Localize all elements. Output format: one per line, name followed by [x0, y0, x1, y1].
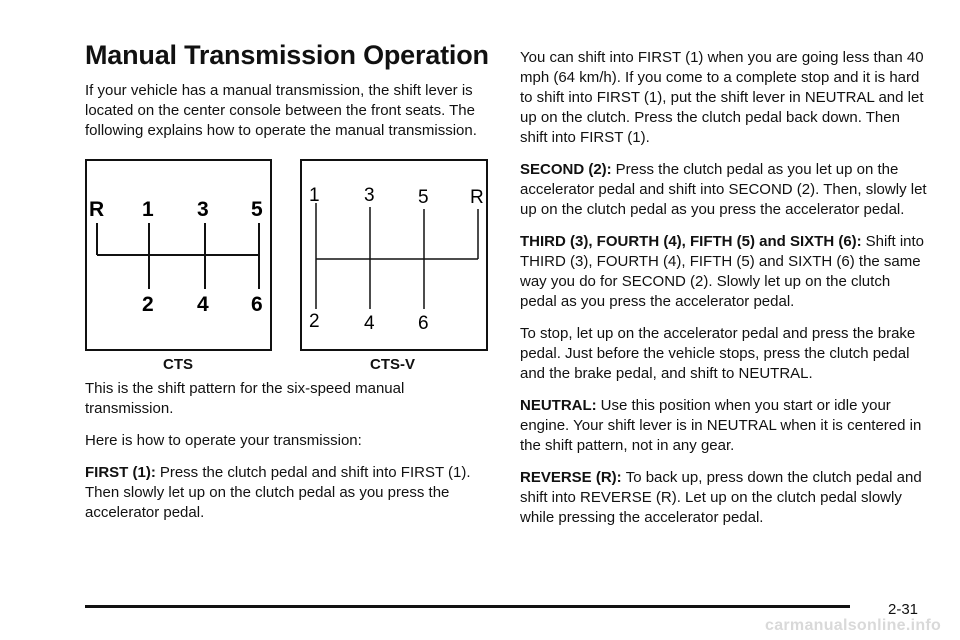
higher-gears-label: THIRD (3), FOURTH (4), FIFTH (5) and SIXTH (6): [520, 233, 862, 250]
first-gear-paragraph [85, 463, 495, 523]
ctsv-gear-4-label: 4 [364, 313, 375, 334]
ctsv-gear-6-label: 6 [418, 313, 429, 334]
page-title: Manual Transmission Operation [85, 40, 489, 70]
cts-gear-4-label: 4 [197, 293, 209, 316]
shift-pattern-paragraph: This is the shift pattern for the six-speed manual transmission. [85, 380, 405, 417]
cts-gear-3-label: 3 [197, 198, 209, 221]
cts-v-shift-pattern-diagram [300, 159, 488, 351]
neutral-paragraph [520, 396, 930, 456]
cts-shift-pattern-diagram [85, 159, 272, 351]
watermark: carmanualsonline.info [765, 617, 942, 634]
ctsv-gear-1-label: 1 [309, 185, 320, 206]
cts-v-caption: CTS-V [370, 356, 415, 373]
stopping-paragraph: To stop, let up on the accelerator pedal and press the brake pedal. Just before the vehicle stops, press the clutch pedal and the brake pedal, and shift to NEUTRAL. [520, 325, 916, 382]
first-gear-note-paragraph: You can shift into FIRST (1) when you are going less than 40 mph (64 km/h). If you come to a complete stop and it is hard to shift into FIRST (1), put the shift lever in NEUTRAL and let up on the clutch. Press the clutch pedal back down. Then shift into FIRST (1). [520, 49, 924, 146]
intro-paragraph: If your vehicle has a manual transmission, the shift lever is located on the center console between the front seats. The following explains how to operate the manual transmission. [85, 82, 477, 139]
ctsv-gear-3-label: 3 [364, 185, 375, 206]
cts-gear-1-label: 1 [142, 198, 154, 221]
neutral-text: Use this position when you start or idle your engine. Your shift lever is in NEUTRAL when it is centered in the shift pattern, not in any gear. [520, 397, 922, 454]
first-gear-text: Press the clutch pedal and shift into FIRST (1). Then slowly let up on the clutch pedal as you press the accelerator pedal. [85, 464, 471, 521]
ctsv-gear-2-label: 2 [309, 311, 320, 332]
higher-gears-text: Shift into THIRD (3), FOURTH (4), FIFTH (5) and SIXTH (6) the same way you do for SECOND (2). Slowly let up on the clutch pedal as you press the accelerator pedal. [520, 233, 925, 310]
first-gear-label: FIRST (1): [85, 464, 156, 481]
reverse-paragraph [520, 468, 930, 528]
higher-gears-paragraph [520, 232, 930, 312]
ctsv-gear-5-label: 5 [418, 187, 429, 208]
second-gear-paragraph [520, 160, 930, 220]
footer-rule [85, 605, 850, 608]
page-number: 2-31 [888, 601, 919, 618]
cts-reverse-label: R [89, 198, 105, 221]
left-column [85, 40, 495, 523]
cts-caption: CTS [163, 356, 193, 373]
second-gear-label: SECOND (2): [520, 161, 612, 178]
neutral-label: NEUTRAL: [520, 397, 597, 414]
cts-gear-2-label: 2 [142, 293, 154, 316]
ctsv-reverse-label: R [470, 187, 484, 208]
cts-gear-6-label: 6 [251, 293, 263, 316]
shift-pattern-figures [85, 159, 495, 379]
second-gear-text: Press the clutch pedal as you let up on the accelerator pedal and shift into SECOND (2). Then, slowly let up on the clutch pedal as you press the accelerator pedal. [520, 161, 927, 218]
right-column [520, 48, 930, 528]
howto-paragraph: Here is how to operate your transmission: [85, 432, 362, 449]
reverse-text: To back up, press down the clutch pedal and shift into REVERSE (R). Let up on the clutch pedal slowly while pressing the accelerator pedal. [520, 469, 922, 526]
cts-gear-5-label: 5 [251, 198, 263, 221]
reverse-label: REVERSE (R): [520, 469, 622, 486]
